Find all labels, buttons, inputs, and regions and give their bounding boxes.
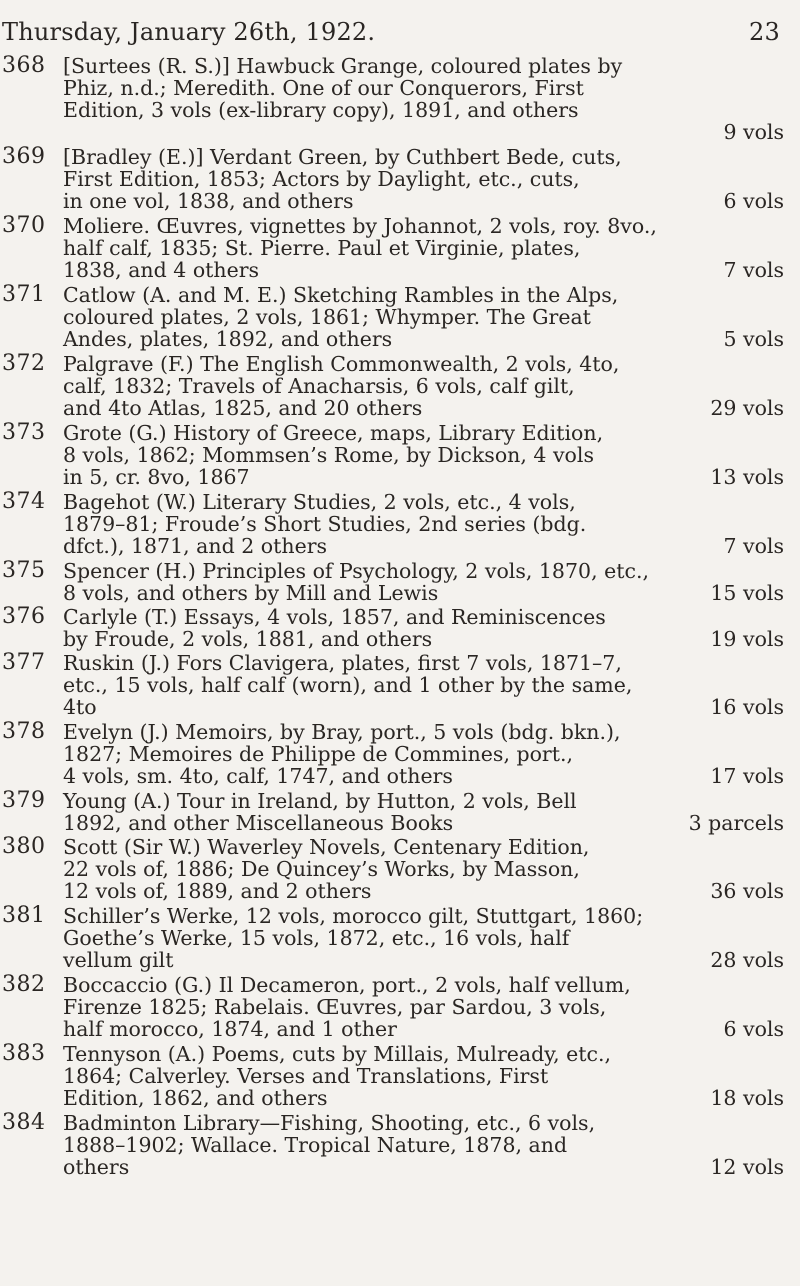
lot-line: Moliere. Œuvres, vignettes by Johannot, 2 vols, roy. 8vo.,	[63, 214, 657, 238]
lot-line: coloured plates, 2 vols, 1861; Whymper. The Great	[63, 305, 591, 329]
lot-line: Firenze 1825; Rabelais. Œuvres, par Sardou, 3 vols,	[63, 995, 607, 1019]
lot-description	[63, 55, 784, 143]
lot-entry	[0, 146, 800, 215]
lot-line	[63, 628, 784, 650]
lot-line-text: 8 vols, and others by Mill and Lewis	[63, 581, 439, 605]
lot-line: Goethe’s Werke, 15 vols, 1872, etc., 16 vols, half	[63, 926, 570, 950]
lot-number: 369	[2, 144, 46, 169]
lot-entry	[0, 55, 800, 146]
lot-quantity: 6 vols	[723, 1017, 784, 1041]
lot-line-text: and 4to Atlas, 1825, and 20 others	[63, 396, 423, 420]
lot-description	[63, 974, 784, 1040]
lot-quantity: 9 vols	[723, 120, 784, 144]
lot-quantity: 36 vols	[710, 879, 784, 903]
lot-line: etc., 15 vols, half calf (worn), and 1 other by the same,	[63, 673, 633, 697]
lot-description	[63, 652, 784, 718]
lot-line: Phiz, n.d.; Meredith. One of our Conquerors, First	[63, 76, 584, 100]
lot-line: Tennyson (A.) Poems, cuts by Millais, Mulready, etc.,	[63, 1042, 612, 1066]
lot-line-text: 12 vols of, 1889, and 2 others	[63, 879, 372, 903]
lot-line: [Bradley (E.)] Verdant Green, by Cuthbert Bede, cuts,	[63, 145, 622, 169]
lot-entry	[0, 790, 800, 836]
lot-entry	[0, 1043, 800, 1112]
lot-line	[63, 1018, 784, 1040]
lot-entry	[0, 284, 800, 353]
lot-line	[63, 1087, 784, 1109]
lot-entry	[0, 974, 800, 1043]
lot-entry	[0, 491, 800, 560]
lot-entry	[0, 422, 800, 491]
lot-line: Bagehot (W.) Literary Studies, 2 vols, etc., 4 vols,	[63, 490, 576, 514]
lot-quantity: 6 vols	[723, 189, 784, 213]
lot-line	[63, 535, 784, 557]
lot-line	[63, 765, 784, 787]
lot-quantity: 16 vols	[710, 695, 784, 719]
lot-description	[63, 284, 784, 350]
lot-entry	[0, 652, 800, 721]
page-title: Thursday, January 26th, 1922.	[2, 18, 376, 46]
lot-line-text: dfct.), 1871, and 2 others	[63, 534, 328, 558]
lot-number: 372	[2, 351, 46, 376]
lot-line: 1827; Memoires de Philippe de Commines, port.,	[63, 742, 574, 766]
lot-line: Palgrave (F.) The English Commonwealth, 2 vols, 4to,	[63, 352, 620, 376]
lot-line: Badminton Library—Fishing, Shooting, etc., 6 vols,	[63, 1111, 596, 1135]
lot-description	[63, 422, 784, 488]
lot-quantity: 7 vols	[723, 534, 784, 558]
lot-description	[63, 560, 784, 604]
lot-line-text: 4to	[63, 695, 97, 719]
lot-line	[63, 880, 784, 902]
lot-quantity: 18 vols	[710, 1086, 784, 1110]
lot-line: 22 vols of, 1886; De Quincey’s Works, by Masson,	[63, 857, 580, 881]
lot-line: Young (A.) Tour in Ireland, by Hutton, 2 vols, Bell	[63, 789, 577, 813]
lot-line: Boccaccio (G.) Il Decameron, port., 2 vols, half vellum,	[63, 973, 631, 997]
lot-number: 373	[2, 420, 46, 445]
lot-entry	[0, 1112, 800, 1181]
lot-line: [Surtees (R. S.)] Hawbuck Grange, coloured plates by	[63, 54, 623, 78]
lot-entry	[0, 560, 800, 606]
lot-description	[63, 491, 784, 557]
lot-number: 381	[2, 903, 46, 928]
lot-line: Spencer (H.) Principles of Psychology, 2 vols, 1870, etc.,	[63, 559, 649, 583]
lot-quantity: 7 vols	[723, 258, 784, 282]
lot-quantity: 12 vols	[710, 1155, 784, 1179]
lot-description	[63, 215, 784, 281]
lot-quantity: 28 vols	[710, 948, 784, 972]
lot-line: Scott (Sir W.) Waverley Novels, Centenary Edition,	[63, 835, 590, 859]
lot-description	[63, 353, 784, 419]
lot-line	[63, 1156, 784, 1178]
lot-description	[63, 146, 784, 212]
lot-line: Ruskin (J.) Fors Clavigera, plates, first 7 vols, 1871–7,	[63, 651, 622, 675]
lot-entry	[0, 353, 800, 422]
lot-line-text: Andes, plates, 1892, and others	[63, 327, 393, 351]
lot-quantity: 13 vols	[710, 465, 784, 489]
lot-quantity: 5 vols	[723, 327, 784, 351]
lot-line-text: others	[63, 1155, 130, 1179]
lot-line: calf, 1832; Travels of Anacharsis, 6 vols, calf gilt,	[63, 374, 575, 398]
lot-line: Catlow (A. and M. E.) Sketching Rambles in the Alps,	[63, 283, 619, 307]
lot-line	[63, 812, 784, 834]
lot-number: 371	[2, 282, 46, 307]
lot-number: 368	[2, 53, 46, 78]
lot-line-text: in one vol, 1838, and others	[63, 189, 354, 213]
lot-line-text: 1838, and 4 others	[63, 258, 260, 282]
lot-number: 376	[2, 604, 46, 629]
lot-line	[63, 466, 784, 488]
lot-line	[63, 190, 784, 212]
lot-line-text: vellum gilt	[63, 948, 174, 972]
lot-line: half calf, 1835; St. Pierre. Paul et Virginie, plates,	[63, 236, 581, 260]
lot-line-text: 1892, and other Miscellaneous Books	[63, 811, 454, 835]
lot-line-text: 4 vols, sm. 4to, calf, 1747, and others	[63, 764, 453, 788]
lot-line: First Edition, 1853; Actors by Daylight, etc., cuts,	[63, 167, 580, 191]
lot-description	[63, 790, 784, 834]
lot-list	[0, 55, 800, 1181]
lot-number: 377	[2, 650, 46, 675]
lot-number: 382	[2, 972, 46, 997]
lot-entry	[0, 721, 800, 790]
lot-line-text: half morocco, 1874, and 1 other	[63, 1017, 397, 1041]
lot-line-text: by Froude, 2 vols, 1881, and others	[63, 627, 433, 651]
lot-description	[63, 905, 784, 971]
lot-quantity: 29 vols	[710, 396, 784, 420]
page-header	[0, 12, 800, 52]
lot-entry	[0, 606, 800, 652]
lot-line	[63, 696, 784, 718]
lot-entry	[0, 905, 800, 974]
lot-line	[63, 328, 784, 350]
lot-line-text: in 5, cr. 8vo, 1867	[63, 465, 250, 489]
lot-line: Edition, 3 vols (ex-library copy), 1891, and others	[63, 98, 579, 122]
lot-line	[63, 582, 784, 604]
lot-line: 1864; Calverley. Verses and Translations, First	[63, 1064, 549, 1088]
lot-description	[63, 1043, 784, 1109]
lot-description	[63, 606, 784, 650]
lot-number: 370	[2, 213, 46, 238]
lot-line: 8 vols, 1862; Mommsen’s Rome, by Dickson, 4 vols	[63, 443, 594, 467]
lot-number: 375	[2, 558, 46, 583]
lot-quantity: 19 vols	[710, 627, 784, 651]
lot-line: Schiller’s Werke, 12 vols, morocco gilt, Stuttgart, 1860;	[63, 904, 644, 928]
lot-description	[63, 836, 784, 902]
lot-entry	[0, 836, 800, 905]
lot-number: 379	[2, 788, 46, 813]
lot-line	[63, 949, 784, 971]
lot-line: Carlyle (T.) Essays, 4 vols, 1857, and Reminiscences	[63, 605, 606, 629]
lot-entry	[0, 215, 800, 284]
lot-number: 374	[2, 489, 46, 514]
lot-line: 1879–81; Froude’s Short Studies, 2nd series (bdg.	[63, 512, 587, 536]
lot-number: 378	[2, 719, 46, 744]
lot-line: Grote (G.) History of Greece, maps, Library Edition,	[63, 421, 604, 445]
lot-line-text: Edition, 1862, and others	[63, 1086, 328, 1110]
lot-description	[63, 1112, 784, 1178]
lot-line: 1888–1902; Wallace. Tropical Nature, 1878, and	[63, 1133, 568, 1157]
lot-number: 383	[2, 1041, 46, 1066]
lot-quantity: 3 parcels	[688, 811, 784, 835]
lot-line: Evelyn (J.) Memoirs, by Bray, port., 5 vols (bdg. bkn.),	[63, 720, 621, 744]
lot-description	[63, 721, 784, 787]
lot-number: 380	[2, 834, 46, 859]
lot-line	[63, 259, 784, 281]
page-number: 23	[749, 18, 780, 46]
lot-quantity: 15 vols	[710, 581, 784, 605]
lot-line	[63, 397, 784, 419]
lot-number: 384	[2, 1110, 46, 1135]
lot-quantity: 17 vols	[710, 764, 784, 788]
